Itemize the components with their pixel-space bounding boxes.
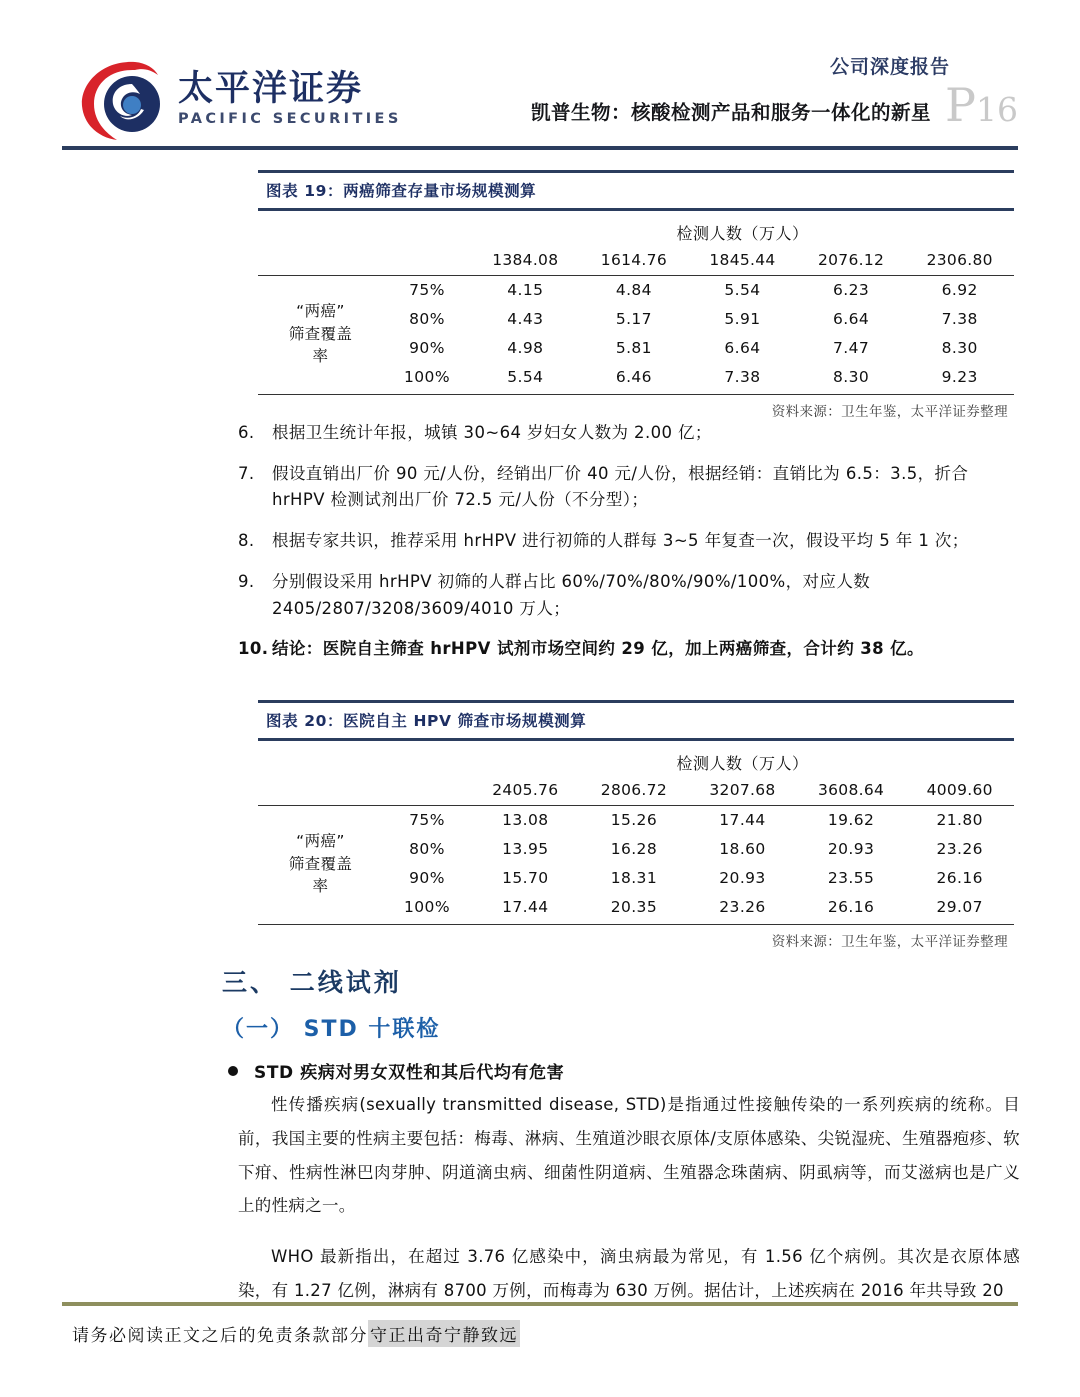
- footer-disclaimer: [72, 1320, 520, 1347]
- figure-19-col-4: 2306.80: [926, 251, 993, 269]
- bullet-heading: [228, 1058, 564, 1083]
- figure-19-row-2-pct: 90%: [409, 339, 445, 357]
- logo-company-name-cn: 太平洋证券: [178, 69, 364, 110]
- figure-20-cell-3-0: 17.44: [502, 898, 549, 916]
- figure-20-cell-3-1: 20.35: [610, 898, 658, 916]
- list-item-text: 结论：医院自主筛查 hrHPV 试剂市场空间约 29 亿，加上两癌筛查，合计约 38 亿。: [272, 639, 924, 659]
- figure-19-cell-1-1: 5.17: [615, 310, 652, 328]
- figure-19-cell-3-3: 8.30: [833, 368, 870, 386]
- figure-19-row-label: [258, 276, 383, 392]
- figure-19-cell-1-3: 6.64: [833, 310, 870, 328]
- pacific-securities-logo-icon: [72, 48, 168, 144]
- figure-20-cell-2-2: 20.93: [719, 869, 766, 887]
- figure-19-col-1: 1614.76: [600, 251, 667, 269]
- table-column-header-row: [258, 775, 1014, 805]
- figure-20-cell-3-2: 23.26: [719, 898, 766, 916]
- row-label-line-1: 筛查覆盖: [288, 324, 353, 343]
- list-item-number: 10.: [238, 639, 269, 659]
- figure-19-cell-2-4: 8.30: [941, 339, 978, 357]
- list-item-number: 7.: [238, 463, 255, 483]
- section-heading-level2: （一） STD 十联检: [222, 1017, 441, 1042]
- table-row: [258, 276, 1014, 305]
- list-item: [238, 528, 1018, 555]
- footer-disclaimer-text: 请务必阅读正文之后的免责条款部分: [72, 1326, 368, 1346]
- figure-20-source: 资料来源：卫生年鉴，太平洋证券整理: [771, 934, 1008, 951]
- figure-20-cell-2-4: 26.16: [936, 869, 983, 887]
- figure-20-row-label: [258, 806, 383, 922]
- report-title: 凯普生物：核酸检测产品和服务一体化的新星: [531, 100, 932, 124]
- row-label-line-0: “两癌”: [296, 832, 345, 851]
- figure-20-group-header: 检测人数（万人）: [676, 753, 809, 773]
- header-divider: [62, 146, 1018, 150]
- figure-20-cell-1-3: 20.93: [827, 840, 875, 858]
- figure-19-cell-3-0: 5.54: [507, 368, 544, 386]
- figure-20-row-1-pct: 80%: [409, 840, 445, 858]
- figure-20-col-3: 3608.64: [817, 781, 885, 799]
- figure-19-col-3: 2076.12: [817, 251, 885, 269]
- section-heading-level1: 三、 二线试剂: [222, 968, 402, 997]
- list-item-number: 6.: [238, 423, 255, 442]
- figure-19-cell-1-4: 7.38: [941, 310, 978, 328]
- report-type-label: 公司深度报告: [829, 56, 950, 78]
- figure-20-col-1: 2806.72: [600, 781, 667, 799]
- figure-20-cell-0-1: 15.26: [610, 811, 658, 830]
- figure-20-cell-0-3: 19.62: [827, 811, 875, 830]
- page-number-prefix: P: [945, 78, 976, 132]
- table-column-header-row: [258, 245, 1014, 275]
- list-item-text: 分别假设采用 hrHPV 初筛的人群占比 60%/70%/80%/90%/100%，对应人数 2405/2807/3208/3609/4010 万人；: [272, 571, 871, 618]
- figure-20-row-0-pct: 75%: [409, 811, 445, 830]
- figure-20-cell-2-1: 18.31: [610, 869, 658, 887]
- figure-19-cell-0-0: 4.15: [507, 281, 544, 300]
- figure-20-row-2-pct: 90%: [409, 869, 445, 887]
- page-number-value: 16: [976, 90, 1018, 129]
- figure-20-cell-0-2: 17.44: [719, 811, 766, 830]
- figure-20-cell-1-4: 23.26: [936, 840, 983, 858]
- figure-19-col-0: 1384.08: [492, 251, 559, 269]
- figure-20: [258, 700, 1014, 950]
- list-item: [238, 636, 1018, 663]
- row-label-line-2: 率: [312, 346, 329, 365]
- figure-20-cell-0-4: 21.80: [936, 811, 983, 830]
- row-label-line-2: 率: [312, 876, 329, 895]
- figure-20-table: [258, 741, 1014, 922]
- figure-19-group-header: 检测人数（万人）: [676, 223, 809, 243]
- figure-19-col-2: 1845.44: [709, 251, 776, 269]
- table-group-header-row: [258, 741, 1014, 775]
- figure-20-caption: 图表 20：医院自主 HPV 筛查市场规模测算: [266, 712, 587, 730]
- figure-19-cell-3-4: 9.23: [941, 368, 978, 386]
- table-group-header-row: [258, 211, 1014, 245]
- figure-19-row-0-pct: 75%: [409, 281, 445, 300]
- figure-19-cell-0-2: 5.54: [724, 281, 761, 300]
- logo-company-name-en: PACIFIC SECURITIES: [178, 110, 402, 127]
- figure-19-cell-2-3: 7.47: [833, 339, 870, 357]
- table-row: [258, 806, 1014, 835]
- figure-19-cell-1-2: 5.91: [724, 310, 761, 328]
- company-logo: [72, 48, 402, 144]
- figure-20-cell-2-3: 23.55: [827, 869, 875, 887]
- row-label-line-1: 筛查覆盖: [288, 854, 353, 873]
- figure-19-cell-1-0: 4.43: [507, 310, 544, 328]
- list-item-text: 根据专家共识，推荐采用 hrHPV 进行初筛的人群每 3~5 年复查一次，假设平均 5 年 1 次；: [272, 531, 969, 551]
- body-paragraph-1: 性传播疾病(sexually transmitted disease, STD)是指通过性接触传染的一系列疾病的统称。目前，我国主要的性病主要包括：梅毒、淋病、生殖道沙眼衣原体/支原体感染、尖锐湿疣、生殖器疱疹、软下疳、性病性淋巴肉芽肿、阴道滴虫病、细菌性阴道病、生殖器念珠菌病、阴虱病等，而艾滋病也是广义上的性病之一。: [238, 1095, 1020, 1216]
- figure-19-cell-2-0: 4.98: [507, 339, 544, 357]
- figure-19-table: [258, 211, 1014, 392]
- figure-19-cell-2-2: 6.64: [724, 339, 761, 357]
- figure-20-col-0: 2405.76: [492, 781, 559, 799]
- list-item-text: 根据卫生统计年报，城镇 30~64 岁妇女人数为 2.00 亿；: [272, 423, 712, 442]
- assumptions-list: [238, 420, 1018, 677]
- body-paragraph-2: WHO 最新指出，在超过 3.76 亿感染中，滴虫病最为常见，有 1.56 亿个病例。其次是衣原体感染，有 1.27 亿例，淋病有 8700 万例，而梅毒为 630 万例。据估计，上述疾病在 2016 年共导致 20: [238, 1247, 1020, 1300]
- figure-19-cell-0-4: 6.92: [941, 281, 978, 300]
- list-item: [238, 420, 1018, 447]
- list-item: [238, 569, 1018, 622]
- figure-19-cell-0-1: 4.84: [615, 281, 652, 300]
- row-label-line-0: “两癌”: [296, 302, 345, 321]
- figure-20-cell-1-1: 16.28: [610, 840, 658, 858]
- figure-20-row-3-pct: 100%: [404, 898, 450, 916]
- figure-20-cell-0-0: 13.08: [502, 811, 549, 830]
- page-number-marker: [945, 78, 1018, 132]
- footer-divider: [62, 1302, 1018, 1306]
- figure-20-cell-1-0: 13.95: [502, 840, 549, 858]
- figure-20-col-4: 4009.60: [926, 781, 993, 799]
- figure-19: [258, 170, 1014, 420]
- figure-19-cell-3-1: 6.46: [615, 368, 652, 386]
- figure-20-cell-1-2: 18.60: [719, 840, 766, 858]
- figure-19-row-3-pct: 100%: [404, 368, 450, 386]
- list-item: [238, 461, 1018, 514]
- figure-20-col-2: 3207.68: [709, 781, 776, 799]
- figure-19-row-1-pct: 80%: [409, 310, 445, 328]
- figure-20-cell-3-3: 26.16: [827, 898, 875, 916]
- list-item-number: 8.: [238, 531, 255, 551]
- bullet-heading-text: STD 疾病对男女双性和其后代均有危害: [254, 1063, 565, 1083]
- figure-19-cell-3-2: 7.38: [724, 368, 761, 386]
- footer-slogan: 守正出奇宁静致远: [368, 1320, 520, 1347]
- page-header: [0, 0, 1080, 150]
- figure-19-cell-2-1: 5.81: [615, 339, 652, 357]
- list-item-number: 9.: [238, 571, 255, 591]
- figure-20-cell-3-4: 29.07: [936, 898, 983, 916]
- figure-19-cell-0-3: 6.23: [833, 281, 870, 300]
- list-item-text: 假设直销出厂价 90 元/人份，经销出厂价 40 元/人份，根据经销：直销比为 6.5：3.5，折合 hrHPV 检测试剂出厂价 72.5 元/人份（不分型）；: [272, 463, 969, 510]
- figure-19-caption: 图表 19：两癌筛查存量市场规模测算: [266, 182, 537, 200]
- bullet-dot-icon: [228, 1066, 238, 1076]
- header-right-block: [378, 52, 1018, 132]
- figure-19-source: 资料来源：卫生年鉴，太平洋证券整理: [771, 404, 1008, 421]
- figure-20-cell-2-0: 15.70: [502, 869, 549, 887]
